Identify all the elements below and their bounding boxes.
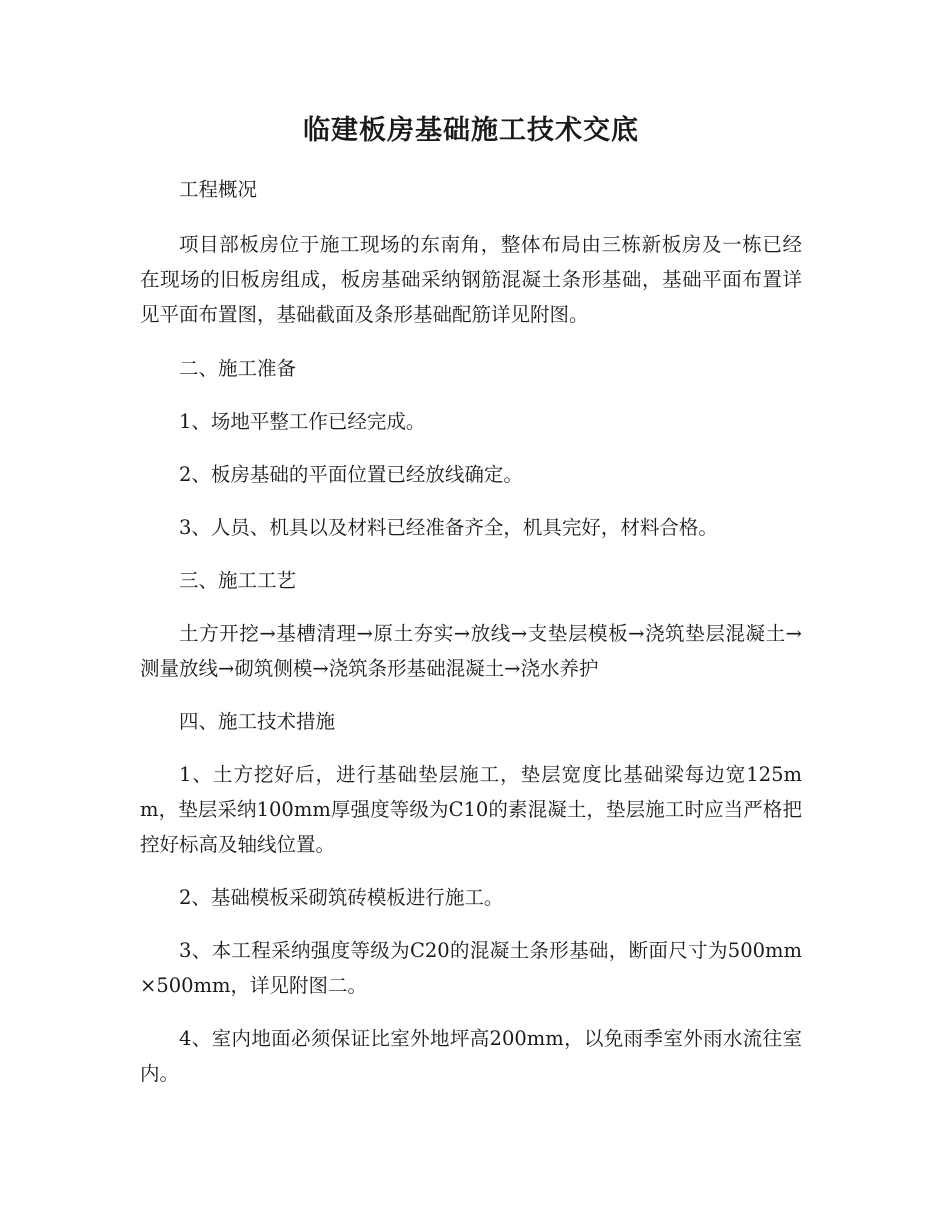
- document-title: 临建板房基础施工技术交底: [303, 115, 639, 146]
- paragraph-preparation-3: 3、人员、机具以及材料已经准备齐全，机具完好，材料合格。: [179, 516, 718, 539]
- paragraph-process-flow: 土方开挖→基槽清理→原土夯实→放线→支垫层模板→浇筑垫层混凝土→测量放线→砌筑侧模→浇筑条形基础混凝土→浇水养护: [140, 622, 802, 680]
- paragraph-preparation-2: 2、板房基础的平面位置已经放线确定。: [179, 463, 523, 486]
- paragraph-preparation-1: 1、场地平整工作已经完成。: [179, 410, 426, 433]
- paragraph-measure-4: 4、室内地面必须保证比室外地坪高200mm，以免雨季室外雨水流往室内。: [140, 1027, 802, 1085]
- heading-technical-measures: 四、施工技术措施: [179, 710, 336, 733]
- paragraph-project-overview: 项目部板房位于施工现场的东南角，整体布局由三栋新板房及一栋已经在现场的旧板房组成，板房基础采纳钢筋混凝土条形基础，基础平面布置详见平面布置图，基础截面及条形基础配筋详见附图。: [140, 233, 802, 326]
- paragraph-measure-2: 2、基础模板采砌筑砖模板进行施工。: [179, 886, 504, 909]
- paragraph-measure-3: 3、本工程采纳强度等级为C20的混凝土条形基础，断面尺寸为500mm×500mm，详见附图二。: [140, 939, 802, 997]
- heading-construction-preparation: 二、施工准备: [179, 357, 297, 380]
- document-page: [140, 0, 802, 1091]
- paragraph-measure-1: 1、土方挖好后，进行基础垫层施工，垫层宽度比基础梁每边宽125mm，垫层采纳100mm厚强度等级为C10的素混凝土，垫层施工时应当严格把控好标高及轴线位置。: [140, 763, 802, 856]
- heading-construction-process: 三、施工工艺: [179, 569, 297, 592]
- heading-project-overview: 工程概况: [179, 178, 258, 201]
